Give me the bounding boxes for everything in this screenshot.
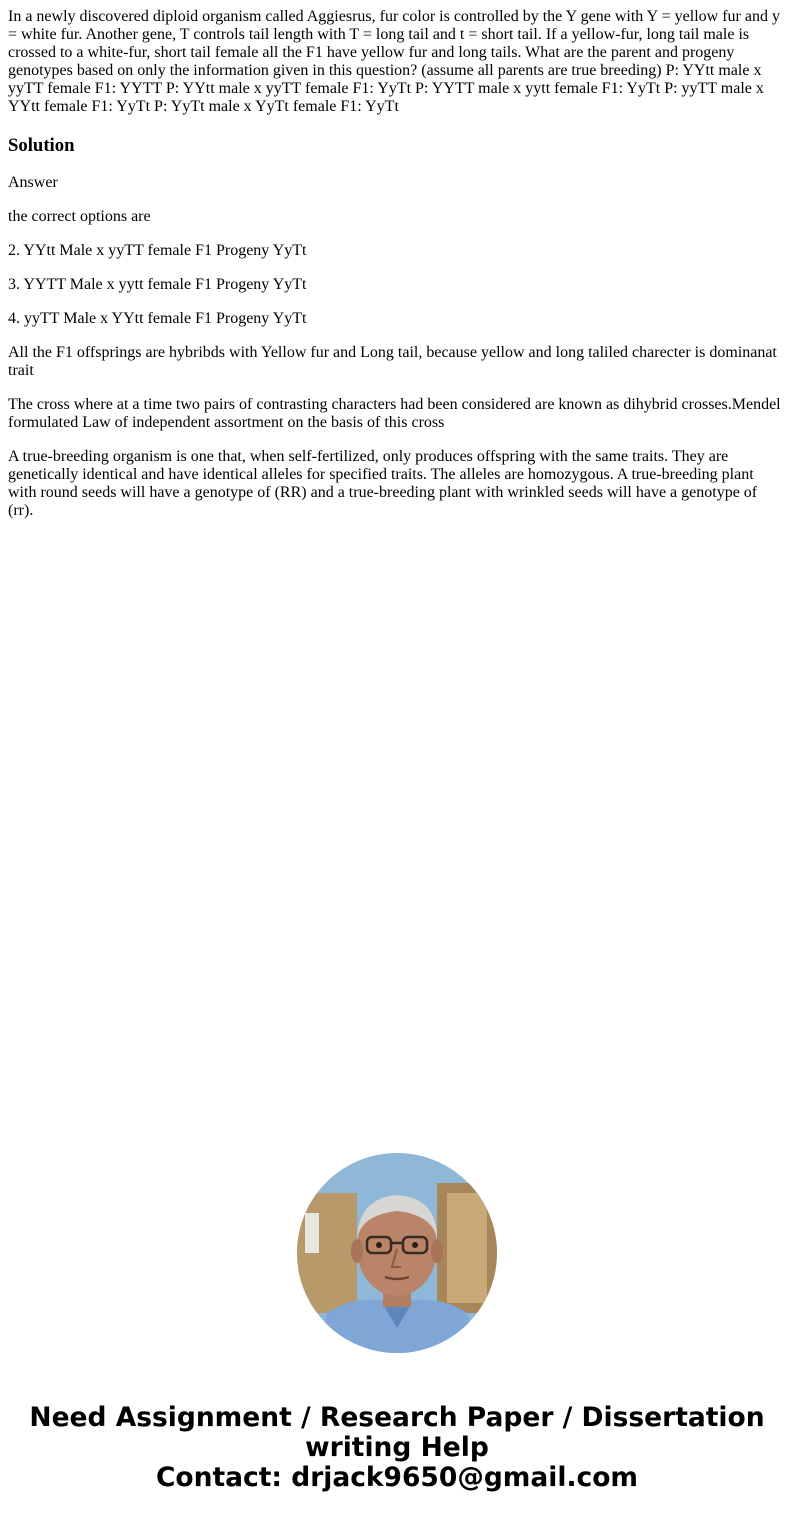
solution-option-2: 2. YYtt Male x yyTT female F1 Progeny YyTt — [8, 242, 307, 259]
solution-intro: the correct options are — [8, 208, 151, 225]
question-text: In a newly discovered diploid organism called Aggiesrus, fur color is controlled by the Y gene with Y = yellow fur and y = white fur. Another gene, T controls tail length with T = long tail and t = short tail. If a yellow-fur, long tail male is crossed to a white-fur, short tail female all the F1 have yellow fur and long tails. What are the parent and progeny genotypes based on only the information given in this question? (assume all parents are true breeding) P: YYtt male x yyTT female F1: YYTT P: YYtt male x yyTT female F1: YyTt P: YYTT male x yytt female F1: YyTt P: yyTT male x YYtt female F1: YyTt P: YyTt male x YyTt female F1: YyTt — [8, 8, 780, 115]
footer-contact-text: Contact: drjack9650@gmail.com — [155, 1462, 639, 1493]
author-avatar — [297, 1153, 497, 1353]
solution-heading: Solution — [8, 135, 75, 156]
footer-promo — [0, 1403, 794, 1493]
solution-answer-label: Answer — [8, 174, 58, 191]
solution-explanation-f1: All the F1 offsprings are hybribds with Yellow fur and Long tail, because yellow and long taliled charecter is dominanat trait — [8, 344, 777, 379]
document-content — [8, 8, 784, 536]
footer-help-text: Need Assignment / Research Paper / Dissertation writing Help — [29, 1402, 765, 1463]
author-portrait-image — [297, 1153, 497, 1353]
solution-option-4: 4. yyTT Male x YYtt female F1 Progeny YyTt — [8, 310, 307, 327]
solution-option-3: 3. YYTT Male x yytt female F1 Progeny YyTt — [8, 276, 307, 293]
solution-explanation-dihybrid: The cross where at a time two pairs of contrasting characters had been considered are known as dihybrid crosses.Mendel formulated Law of independent assortment on the basis of this cross — [8, 396, 781, 431]
solution-explanation-true-breeding: A true-breeding organism is one that, when self-fertilized, only produces offspring with the same traits. They are genetically identical and have identical alleles for specified traits. The alleles are homozygous. A true-breeding plant with round seeds will have a genotype of (RR) and a true-breeding plant with wrinkled seeds will have a genotype of (rr). — [8, 448, 758, 519]
